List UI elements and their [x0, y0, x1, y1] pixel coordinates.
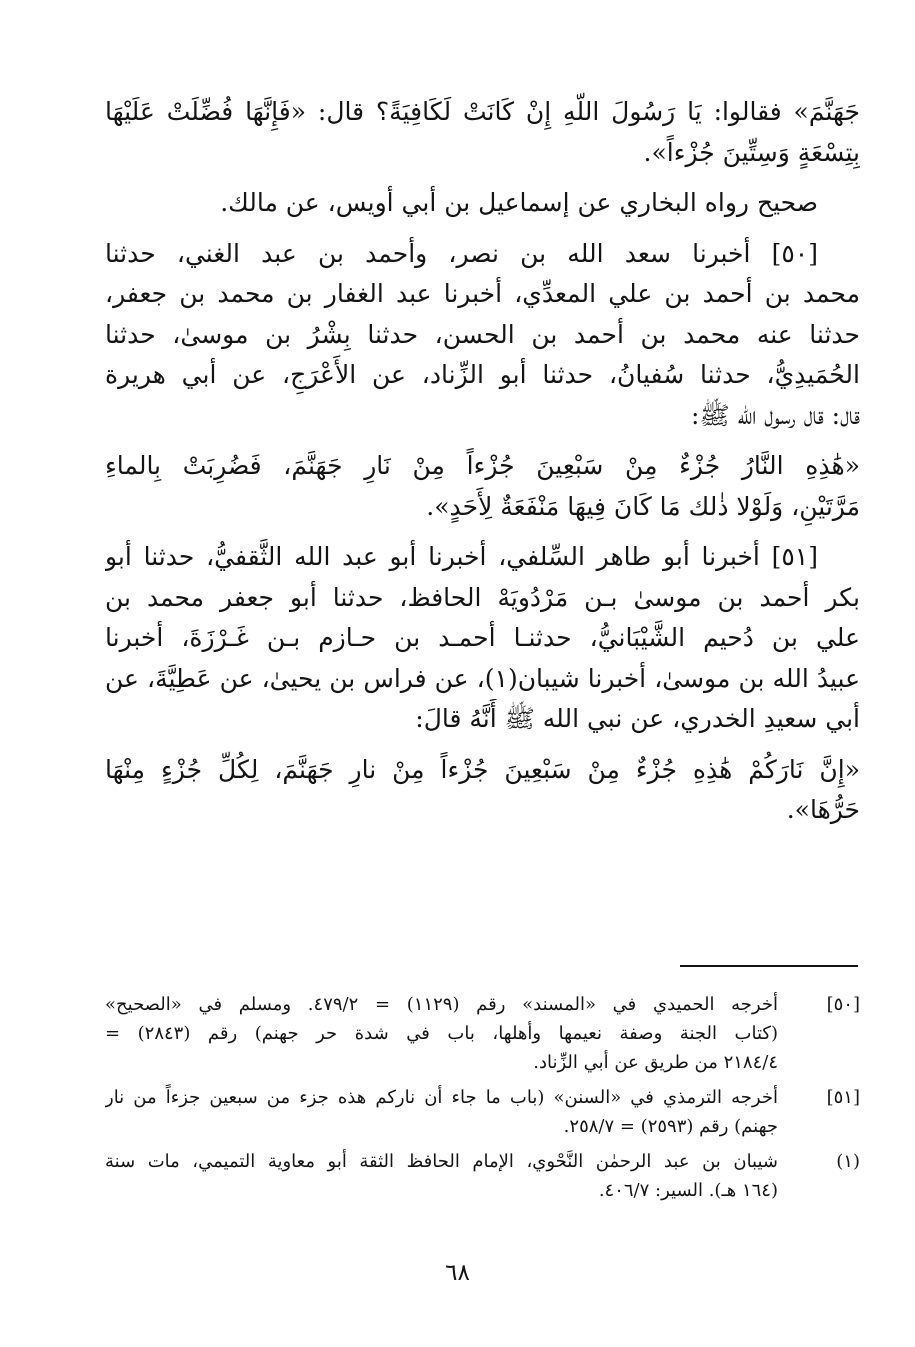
footnote-line: (١٦٤ هـ). السير: ٤٠٦/٧.	[598, 1180, 778, 1201]
paragraph-grading	[105, 183, 860, 224]
text-line: [٥١] أخبرنا أبو طاهر السِّلفي، أخبرنا أبو عبد الله الثَّقفيُّ، حدثنا أبو	[105, 542, 818, 571]
paragraph-hadith-50-isnad	[105, 234, 860, 437]
text-line: صحيح رواه البخاري عن إسماعيل بن أبي أويس، عن مالك.	[220, 188, 818, 217]
text-line: الحُمَيدِيُّ، حدثنا سُفيانُ، حدثنا أبو الزِّناد، عن الأَعْرَجِ، عن أبي هريرة	[105, 360, 860, 389]
footnote-line: (كتاب الجنة وصفة نعيمها وأهلها، باب في شدة حر جهنم) رقم (٢٨٤٣) =	[105, 1023, 778, 1044]
footnote-line: ٢١٨٤/٤ من طريق عن أبي الزِّناد.	[533, 1052, 778, 1073]
footnote-line: شيبان بن عبد الرحمٰن النَّحْوي، الإمام الحافظ الثقة أبو معاوية التميمي، مات سنة	[105, 1151, 778, 1172]
text-line: حدثنا عنه محمد بن أحمد بن الحسن، حدثنا بِشْرُ بن موسىٰ، حدثنا	[105, 319, 860, 349]
footnote-label: [٥١]	[826, 1087, 860, 1108]
text-line: «إِنَّ نَارَكُمْ هَٰذِهِ جُزْءٌ مِنْ سَبْعِينَ جُزْءاً مِنْ نارِ جَهَنَّمَ، لِكُلِّ جُزْءٍ مِنْهَا	[105, 754, 860, 784]
text-line: جَهَنَّمَ» فقالوا: يَا رَسُولَ اللَّهِ إِنْ كَانَتْ لَكَافِيَةً؟ قال: «فَإِنَّهَا فُضِّلَتْ عَلَيْهَا	[105, 97, 860, 126]
footnote-line: أخرجه الحميدي في «المسند» رقم (١١٢٩) = ٤٧٩/٢. ومسلم في «الصحيح»	[105, 994, 778, 1015]
footnote	[105, 990, 860, 1077]
footnote-line: أخرجه الترمذي في «السنن» (باب ما جاء أن ناركم هذه جزء من سبعين جزءاً من نار	[105, 1087, 778, 1108]
paragraph-hadith-51-matn	[105, 750, 860, 831]
footnote-label: (١)	[836, 1151, 860, 1172]
text-line: أبي سعيدِ الخدري، عن نبي الله ﷺ أَنَّهُ قالَ:	[415, 704, 860, 733]
footnote-label: [٥٠]	[826, 994, 860, 1015]
text-line: «هَٰذِهِ النَّارُ جُزْءٌ مِنْ سَبْعِينَ جُزْءاً مِنْ نَارِ جَهَنَّمَ، فَضُرِبَتْ بِالماءِ	[105, 451, 860, 480]
footnote-line: جهنم) رقم (٢٥٩٣) = ٢٥٨/٧.	[563, 1116, 778, 1137]
paragraph-hadith-50-matn	[105, 446, 860, 527]
main-text	[105, 92, 860, 831]
paragraph-continuation	[105, 92, 860, 173]
text-line: بِتِسْعَةٍ وَسِتِّينَ جُزْءاً».	[643, 137, 860, 167]
footnotes	[105, 990, 860, 1211]
text-line: بكر أحمد بن موسىٰ بـن مَرْدُويَهْ الحافظ، حدثنا أبو جعفر محمد بن	[105, 582, 860, 612]
paragraph-hadith-51-isnad	[105, 537, 860, 740]
page-number: ٦٨	[445, 1260, 470, 1286]
footnote	[105, 1147, 860, 1205]
footnote-separator	[680, 965, 858, 967]
text-line: [٥٠] أخبرنا سعد الله بن نصر، وأحمد بن عبد الغني، حدثنا	[105, 238, 818, 268]
footnote	[105, 1083, 860, 1141]
text-line: مَرَّتَيْنِ، وَلَوْلا ذٰلك مَا كَانَ فِيهَا مَنْفَعَةٌ لِأَحَدٍ».	[426, 491, 860, 521]
text-line: حَرُّهَا».	[786, 795, 860, 824]
text-line: قال: قال رسول الله ﷺ:	[691, 400, 860, 430]
text-line: عبيدُ الله بن موسىٰ، أخبرنا شيبان(١)، عن فراس بن يحيىٰ، عن عَطِيَّةَ، عن	[105, 663, 860, 693]
text-line: محمد بن أحمد بن علي المعدِّي، أخبرنا عبد الغفار بن محمد بن جعفر،	[105, 279, 860, 308]
text-line: علي بن دُحيم الشَّيْبَانيُّ، حدثنـا أحمـد بن حـازم بـن غَـرْزَةَ، أخبرنا	[105, 623, 860, 652]
